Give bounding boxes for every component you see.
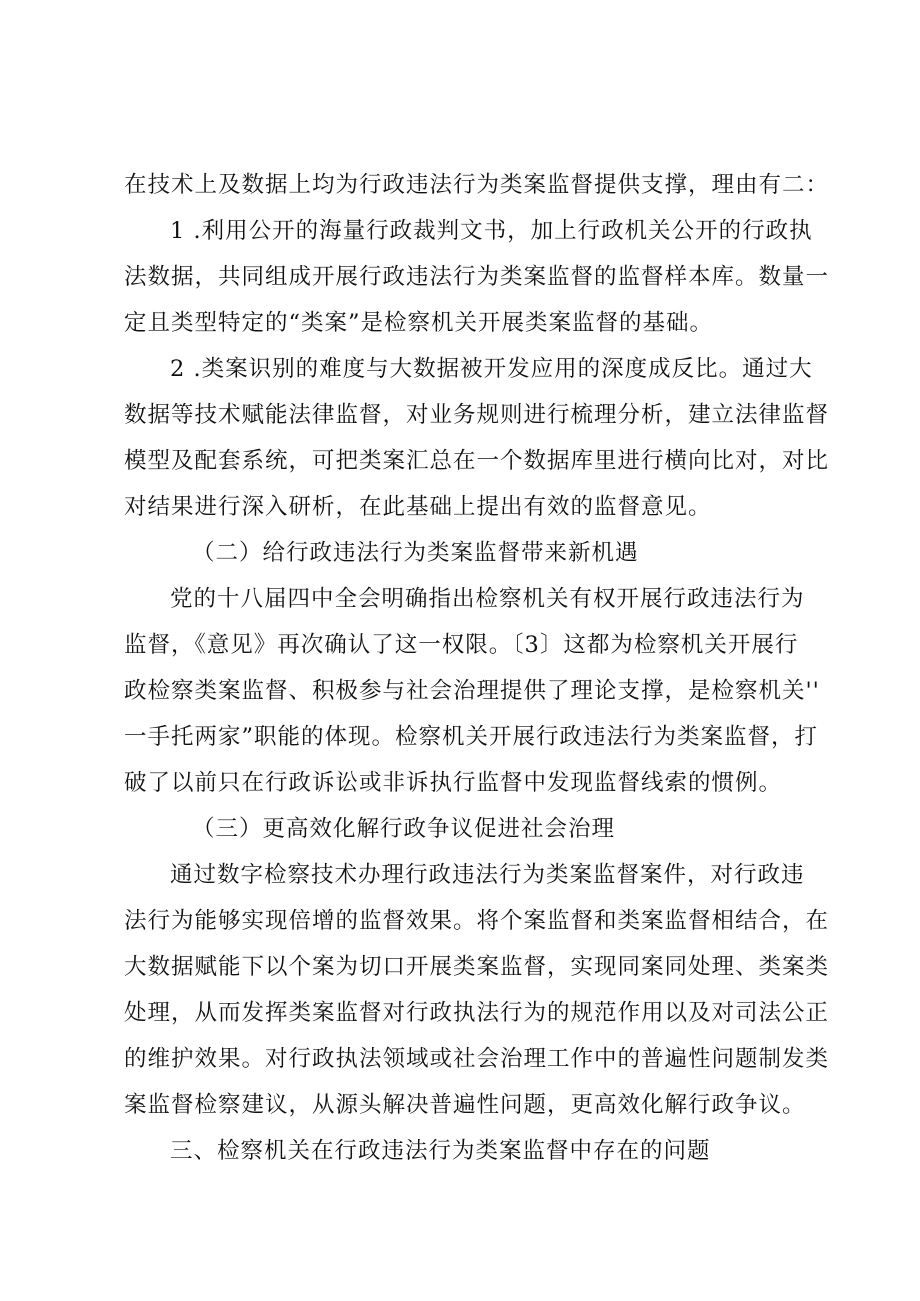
paragraph-line: 对结果进行深入研析，在此基础上提出有效的监督意见。 bbox=[124, 494, 712, 520]
paragraph-line: 政检察类案监督、积极参与社会治理提供了理论支撑，是检察机关'' bbox=[124, 678, 820, 704]
paragraph-line: 法数据，共同组成开展行政违法行为类案监督的监督样本库。数量一 bbox=[124, 264, 830, 290]
chapter-heading-3: 三、检察机关在行政违法行为类案监督中存在的问题 bbox=[170, 1138, 711, 1164]
document-body bbox=[124, 162, 830, 1174]
paragraph-line-point-2-start: 2 .类案识别的难度与大数据被开发应用的深度成反比。通过大 bbox=[170, 356, 813, 382]
section-heading-3: （三）更高效化解行政争议促进社会治理 bbox=[192, 816, 616, 842]
paragraph-line-point-1-start: 1 .利用公开的海量行政裁判文书，加上行政机关公开的行政执 bbox=[170, 218, 813, 244]
paragraph-line: 定且类型特定的“类案”是检察机关开展类案监督的基础。 bbox=[124, 310, 714, 336]
paragraph-line: 大数据赋能下以个案为切口开展类案监督，实现同案同处理、类案类 bbox=[124, 954, 830, 980]
paragraph-line: 法行为能够实现倍增的监督效果。将个案监督和类案监督相结合，在 bbox=[124, 908, 830, 934]
paragraph-line: 的维护效果。对行政执法领域或社会治理工作中的普遍性问题制发类 bbox=[124, 1046, 830, 1072]
paragraph-line: 破了以前只在行政诉讼或非诉执行监督中发现监督线索的惯例。 bbox=[124, 770, 783, 796]
paragraph-line: 处理，从而发挥类案监督对行政执法行为的规范作用以及对司法公正 bbox=[124, 1000, 830, 1026]
paragraph-line: 数据等技术赋能法律监督，对业务规则进行梳理分析，建立法律监督 bbox=[124, 402, 830, 428]
paragraph-line-section-3-start: 通过数字检察技术办理行政违法行为类案监督案件，对行政违 bbox=[170, 862, 805, 888]
paragraph-line-section-2-start: 党的十八届四中全会明确指出检察机关有权开展行政违法行为 bbox=[170, 586, 805, 612]
paragraph-line: 一手托两家”职能的体现。检察机关开展行政违法行为类案监督，打 bbox=[124, 724, 819, 750]
paragraph-line: 模型及配套系统，可把类案汇总在一个数据库里进行横向比对，对比 bbox=[124, 448, 830, 474]
section-heading-2: （二）给行政违法行为类案监督带来新机遇 bbox=[192, 540, 639, 566]
paragraph-line-intro: 在技术上及数据上均为行政违法行为类案监督提供支撑，理由有二： bbox=[124, 172, 830, 198]
paragraph-line: 监督，《意见》再次确认了这一权限。〔3〕这都为检察机关开展行 bbox=[124, 632, 799, 658]
paragraph-line: 案监督检察建议，从源头解决普遍性问题，更高效化解行政争议。 bbox=[124, 1092, 806, 1118]
